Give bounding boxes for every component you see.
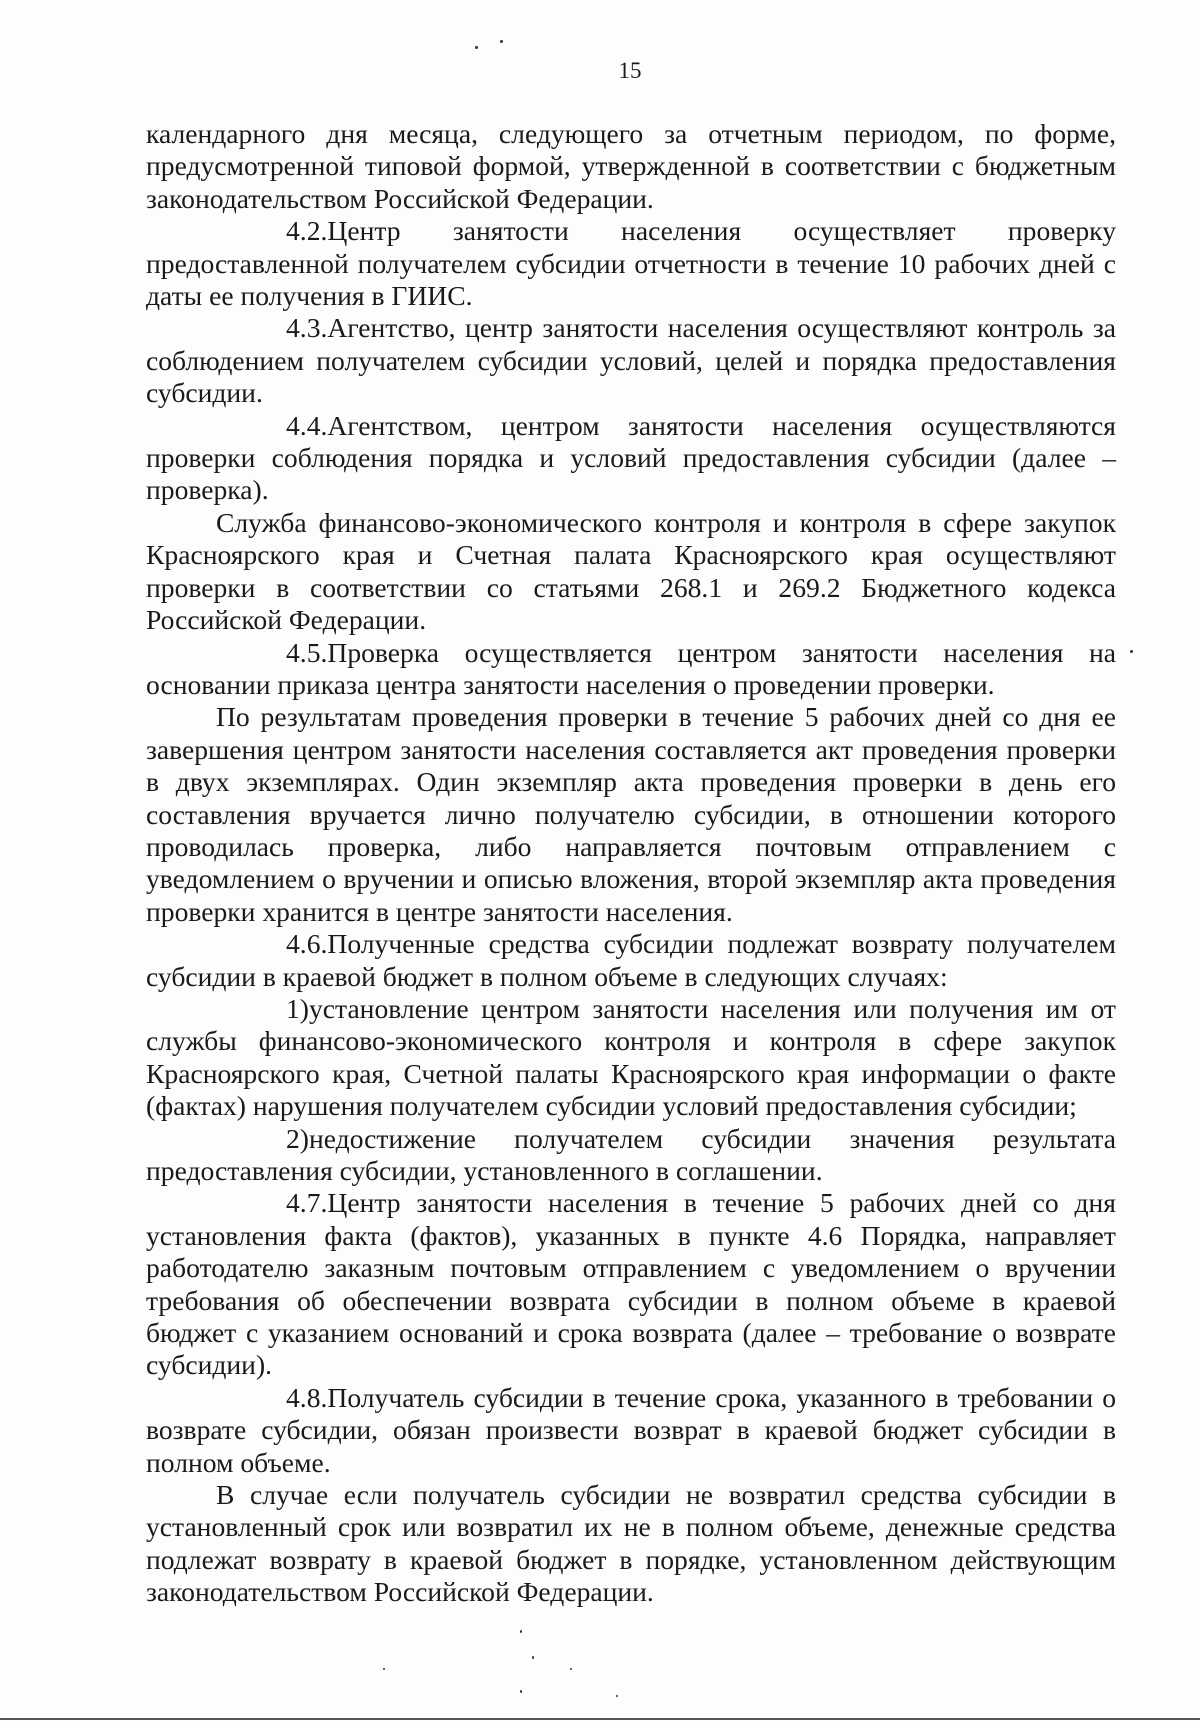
clause-number: 2) — [286, 1122, 309, 1154]
scan-speck — [475, 46, 478, 49]
paragraph-p8 — [146, 993, 1116, 1123]
scan-speck — [1130, 650, 1133, 653]
paragraph-p4 — [146, 507, 1116, 637]
clause-number: 4.2. — [286, 215, 328, 247]
scan-speck — [570, 1668, 572, 1670]
clause-number: 4.7. — [286, 1187, 328, 1219]
paragraph-p11 — [146, 1382, 1116, 1479]
paragraph-text: недостижение получателем субсидии значения результата предоставления субсидии, установленного в соглашении. — [146, 1122, 1116, 1186]
paragraph-p0 — [146, 118, 1116, 215]
page-number: 15 — [618, 58, 642, 83]
paragraph-text: Проверка осуществляется центром занятости населения на основании приказа центра занятости населения о проведении проверки. — [146, 636, 1116, 700]
paragraph-p12 — [146, 1479, 1116, 1609]
paragraph-text: В случае если получатель субсидии не возвратил средства субсидии в установленный срок или возвратил их не в полном объеме, денежные средства подлежат возврату в краевой бюджет в порядке, установленном действующим законодательством Российской Федерации. — [146, 1479, 1116, 1608]
scan-speck — [500, 40, 503, 43]
paragraph-p7 — [146, 928, 1116, 993]
clause-number: 4.5. — [286, 636, 328, 668]
scan-speck — [520, 1630, 522, 1633]
paragraph-text: Центр занятости населения осуществляет проверку предоставленной получателем субсидии отчетности в течение 10 рабочих дней с даты ее получения в ГИИС. — [146, 215, 1116, 312]
paragraph-p3 — [146, 410, 1116, 507]
clause-number: 4.8. — [286, 1381, 328, 1413]
scan-speck — [520, 1690, 522, 1693]
paragraph-p1 — [146, 215, 1116, 312]
paragraph-text: Служба финансово-экономического контроля и контроля в сфере закупок Красноярского края и Счетная палата Красноярского края осуществляют проверки в соответствии со статьями 268.1 и 269.2 Бюджетного кодекса Российской Федерации. — [146, 506, 1116, 636]
clause-number: 1) — [286, 992, 309, 1024]
paragraph-p5 — [146, 637, 1116, 702]
clause-number: 4.6. — [286, 928, 328, 960]
clause-number: 4.4. — [286, 409, 328, 441]
paragraph-p2 — [146, 312, 1116, 409]
paragraph-text: Полученные средства субсидии подлежат возврату получателем субсидии в краевой бюджет в полном объеме в следующих случаях: — [146, 928, 1116, 992]
paragraph-text: установление центром занятости населения или получения им от службы финансово-экономического контроля и контроля в сфере закупок Красноярского края, Счетной палаты Красноярского края информации о факте (фактах) нарушения получателем субсидии условий предоставления субсидии; — [146, 992, 1116, 1122]
paragraph-text: Агентством, центром занятости населения осуществляются проверки соблюдения порядка и условий предоставления субсидии (далее – проверка). — [146, 409, 1116, 506]
clause-number: 4.3. — [286, 312, 328, 344]
document-body — [146, 118, 1116, 1609]
paragraph-p10 — [146, 1187, 1116, 1381]
scan-edge-line — [0, 1718, 1200, 1720]
scan-speck — [383, 1668, 385, 1670]
paragraph-text: По результатам проведения проверки в течение 5 рабочих дней со дня ее завершения центром занятости населения составляется акт проведения проверки в двух экземплярах. Один экземпляр акта проведения проверки в день его составления вручается лично получателю субсидии, в отношении которого проводилась проверка, либо направляется почтовым отправлением с уведомлением о вручении и описью вложения, второй экземпляр акта проведения проверки хранится в центре занятости населения. — [146, 701, 1116, 927]
paragraph-text: Агентство, центр занятости населения осуществляют контроль за соблюдением получателем субсидии условий, целей и порядка предоставления субсидии. — [146, 312, 1116, 409]
paragraph-text: календарного дня месяца, следующего за отчетным периодом, по форме, предусмотренной типовой формой, утвержденной в соответствии с бюджетным законодательством Российской Федерации. — [146, 118, 1116, 214]
paragraph-p9 — [146, 1123, 1116, 1188]
paragraph-p6 — [146, 701, 1116, 928]
scan-speck — [532, 1656, 534, 1659]
scan-speck — [616, 1695, 618, 1697]
paragraph-text: Центр занятости населения в течение 5 рабочих дней со дня установления факта (фактов), указанных в пункте 4.6 Порядка, направляет работодателю заказным почтовым отправлением с уведомлением о вручении требования об обеспечении возврата субсидии в полном объеме в краевой бюджет с указанием оснований и срока возврата (далее – требование о возврате субсидии). — [146, 1187, 1116, 1381]
paragraph-text: Получатель субсидии в течение срока, указанного в требовании о возврате субсидии, обязан произвести возврат в краевой бюджет субсидии в полном объеме. — [146, 1381, 1116, 1478]
